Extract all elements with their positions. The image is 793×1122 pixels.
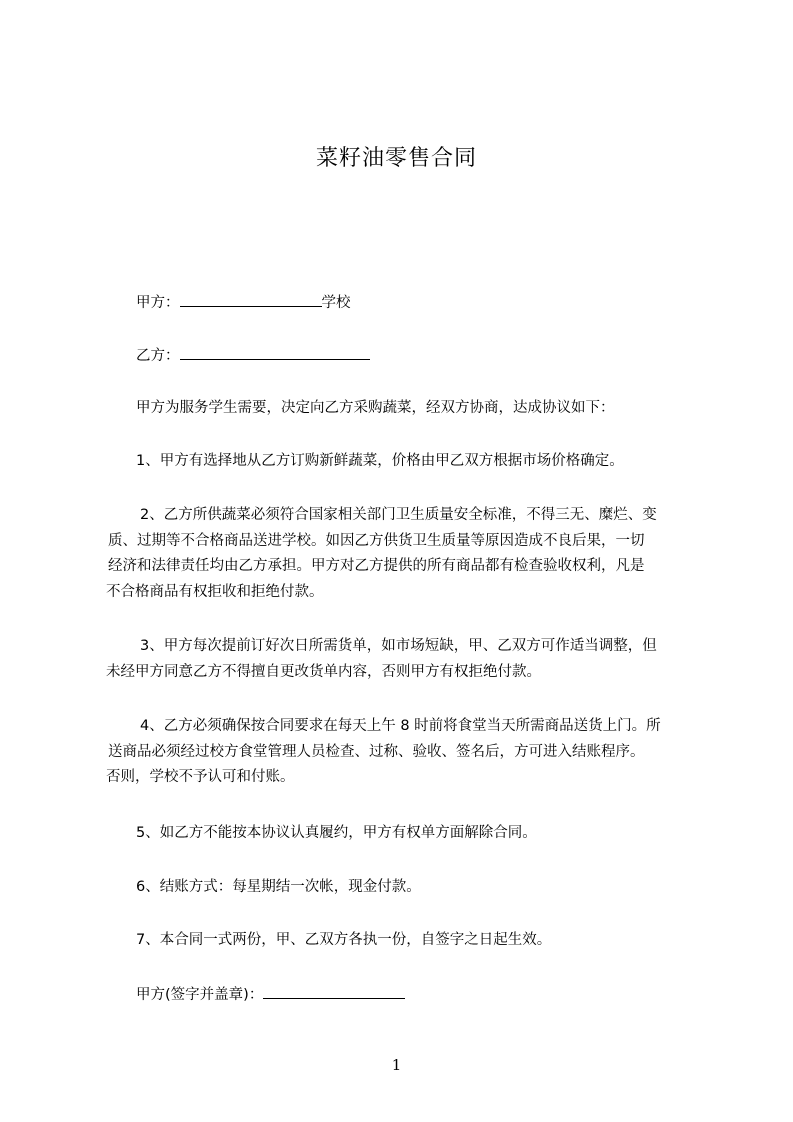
signature-a-label: 甲方(签字并盖章)： [136,987,264,1003]
clause-2-line: 经济和法律责任均由乙方承担。甲方对乙方提供的所有商品都有检查验收权利，凡是 [108,558,645,574]
clause-3-line: 未经甲方同意乙方不得擅自更改货单内容，否则甲方有权拒绝付款。 [106,663,541,680]
clause-7: 7、本合同一式两份，甲、乙双方各执一份，自签字之日起生效。 [136,932,552,948]
page-number: 1 [391,1056,402,1074]
party-b-line [136,345,370,366]
clause-2-line: 2、乙方所供蔬菜必须符合国家相关部门卫生质量安全标准，不得三无、糜烂、变 [140,507,657,523]
clause-2 [106,503,657,605]
clause-4-line: 送商品必须经过校方食堂管理人员检查、过称、验收、签名后，方可进入结账程序。 [108,743,645,760]
document-title: 菜籽油零售合同 [315,146,477,171]
party-b-blank[interactable] [180,345,370,360]
clause-2-line: 不合格商品有权拒收和拒绝付款。 [106,583,324,600]
party-b-label: 乙方： [136,348,180,364]
party-a-label: 甲方： [136,295,180,311]
clause-4 [106,714,661,791]
clause-4-line: 4、乙方必须确保按合同要求在每天上午 8 时前将食堂当天所需商品送货上门。所 [140,718,661,734]
signature-a-line [136,984,405,1005]
clause-3 [106,634,657,685]
intro-paragraph: 甲方为服务学生需要，决定向乙方采购蔬菜，经双方协商，达成协议如下： [136,400,615,416]
clause-6: 6、结账方式：每星期结一次帐，现金付款。 [136,879,421,895]
party-a-suffix: 学校 [321,295,351,311]
clause-5: 5、如乙方不能按本协议认真履约，甲方有权单方面解除合同。 [136,825,537,841]
clause-3-line: 3、甲方每次提前订好次日所需货单，如市场短缺，甲、乙双方可作适当调整，但 [140,638,657,654]
clause-1: 1、甲方有选择地从乙方订购新鲜蔬菜，价格由甲乙双方根据市场价格确定。 [136,453,624,469]
party-a-line [136,292,351,313]
clause-4-line: 否则，学校不予认可和付账。 [106,769,295,785]
signature-a-blank[interactable] [263,984,405,999]
party-a-blank[interactable] [180,292,322,307]
clause-2-line: 质、过期等不合格商品送进学校。如因乙方供货卫生质量等原因造成不良后果，一切 [108,532,645,549]
